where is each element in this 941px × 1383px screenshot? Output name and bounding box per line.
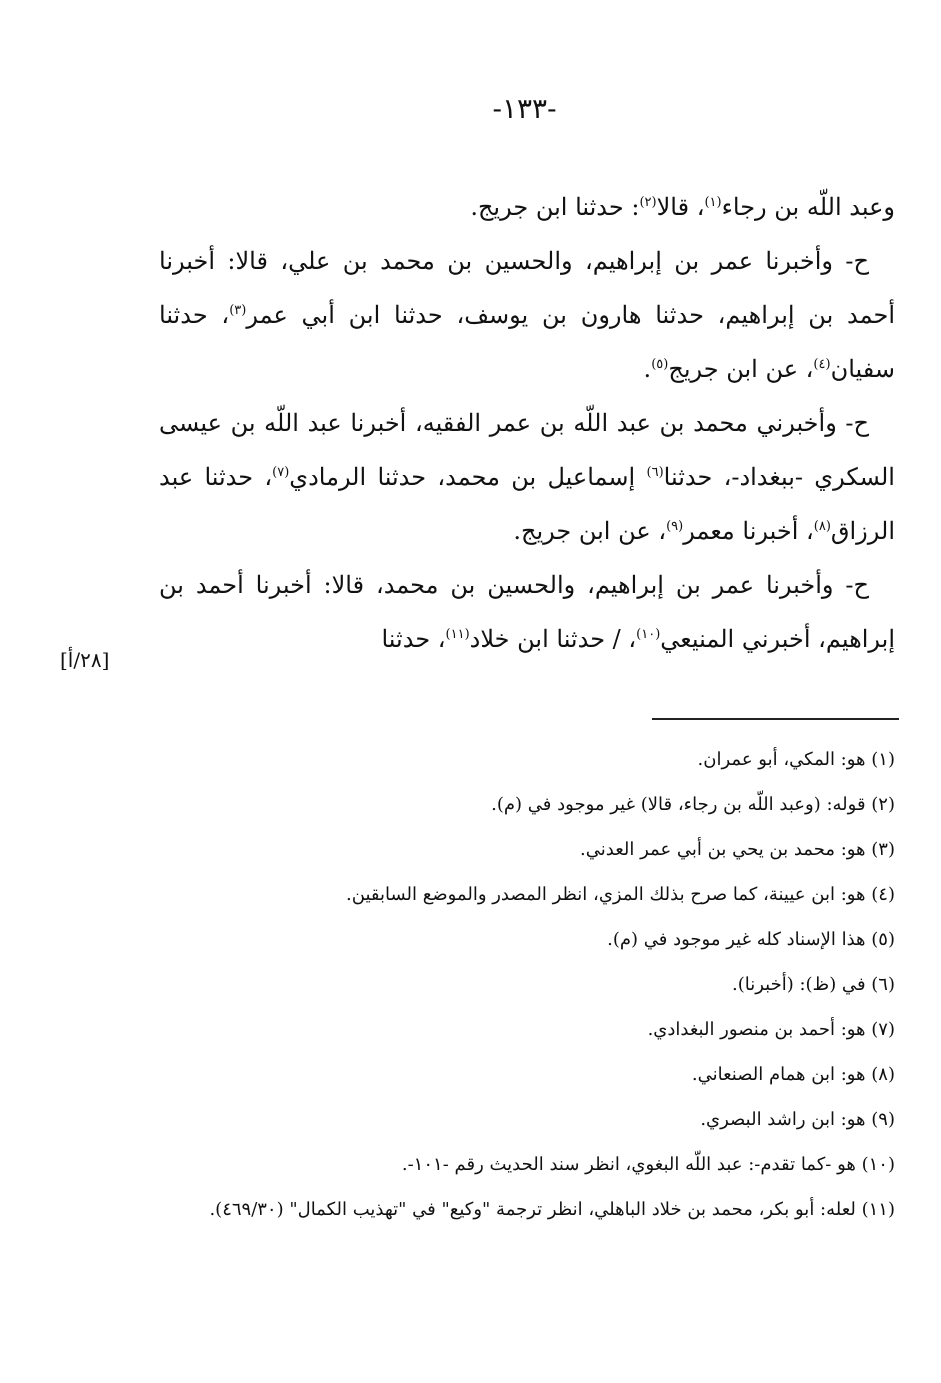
text-segment: وعبد اللّه بن رجاء (721, 193, 895, 221)
paragraph (159, 396, 895, 558)
footnote-ref: (١٠) (636, 627, 661, 642)
footnote-ref: (٦) (646, 465, 664, 480)
paragraph (159, 234, 895, 396)
text-segment: ، عن ابن جريج (668, 355, 814, 383)
footnote: (٧) هو: أحمد بن منصور البغدادي. (647, 1019, 895, 1040)
footnote: (١١) لعله: أبو بكر، محمد بن خلاد الباهلي، انظر ترجمة "وكيع" في "تهذيب الكمال" (٤٦٩/٣٠). (209, 1199, 895, 1220)
footnote: (١٠) هو -كما تقدم-: عبد اللّه البغوي، انظر سند الحديث رقم -١٠١-. (401, 1154, 895, 1175)
text-segment: ، حدثنا عبد الرزاق (159, 463, 895, 545)
text-segment: ح- وأخبرنا عمر بن إبراهيم، والحسين بن محمد بن علي، قالا: أخبرنا أحمد بن إبراهيم، حدثنا هارون بن يوسف، حدثنا ابن أبي عمر (159, 247, 895, 329)
page-number: -١٣٣- (492, 92, 557, 125)
paragraph (159, 558, 895, 666)
paragraph (159, 180, 895, 234)
footnote: (٨) هو: ابن همام الصنعاني. (691, 1064, 895, 1085)
footnote-ref: (٥) (651, 357, 669, 372)
text-segment: ، أخبرنا معمر (683, 517, 814, 545)
footnote: (٤) هو: ابن عيينة، كما صرح بذلك المزي، انظر المصدر والموضع السابقين. (346, 884, 895, 905)
footnote-divider (652, 718, 899, 720)
text-segment: ح- وأخبرنا عمر بن إبراهيم، والحسين بن محمد، قالا: أخبرنا أحمد بن إبراهيم، أخبرني المنيعي (159, 571, 895, 653)
folio-marker: [٢٨/أ] (60, 648, 110, 672)
text-segment: ، قالا (656, 193, 705, 221)
footnote-ref: (٢) (639, 195, 657, 210)
text-segment: : حدثنا ابن جريج. (470, 193, 640, 221)
footnote: (٢) قوله: (وعبد اللّه بن رجاء، قالا) غير موجود في (م). (491, 794, 895, 815)
footnote: (٣) هو: محمد بن يحي بن أبي عمر العدني. (580, 839, 895, 860)
text-segment: ، / حدثنا ابن خلاد (469, 625, 637, 653)
footnote-ref: (١١) (445, 627, 470, 642)
footnote-ref: (٤) (813, 357, 831, 372)
footnote: (٥) هذا الإسناد كله غير موجود في (م). (607, 929, 895, 950)
footnote-ref: (٩) (666, 519, 684, 534)
text-segment: ، حدثنا سفيان (159, 301, 895, 383)
footnote-ref: (٨) (813, 519, 831, 534)
footnotes (150, 742, 895, 1237)
text-segment: ، عن ابن جريج. (513, 517, 667, 545)
text-segment: . (643, 355, 652, 383)
footnote: (٩) هو: ابن راشد البصري. (700, 1109, 895, 1130)
footnote-ref: (٣) (229, 303, 247, 318)
footnote: (١) هو: المكي، أبو عمران. (697, 749, 895, 770)
text-segment: ، حدثنا (381, 625, 446, 653)
text-segment: إسماعيل بن محمد، حدثنا الرمادي (289, 463, 647, 491)
footnote-ref: (٧) (272, 465, 290, 480)
text-segment: ح- وأخبرني محمد بن عبد اللّه بن عمر الفقيه، أخبرنا عبد اللّه بن عيسى السكري -ببغداد-، حدثنا (159, 409, 895, 491)
main-text (159, 180, 895, 666)
footnote-ref: (١) (704, 195, 722, 210)
footnote: (٦) في (ظ): (أخبرنا). (731, 974, 895, 995)
